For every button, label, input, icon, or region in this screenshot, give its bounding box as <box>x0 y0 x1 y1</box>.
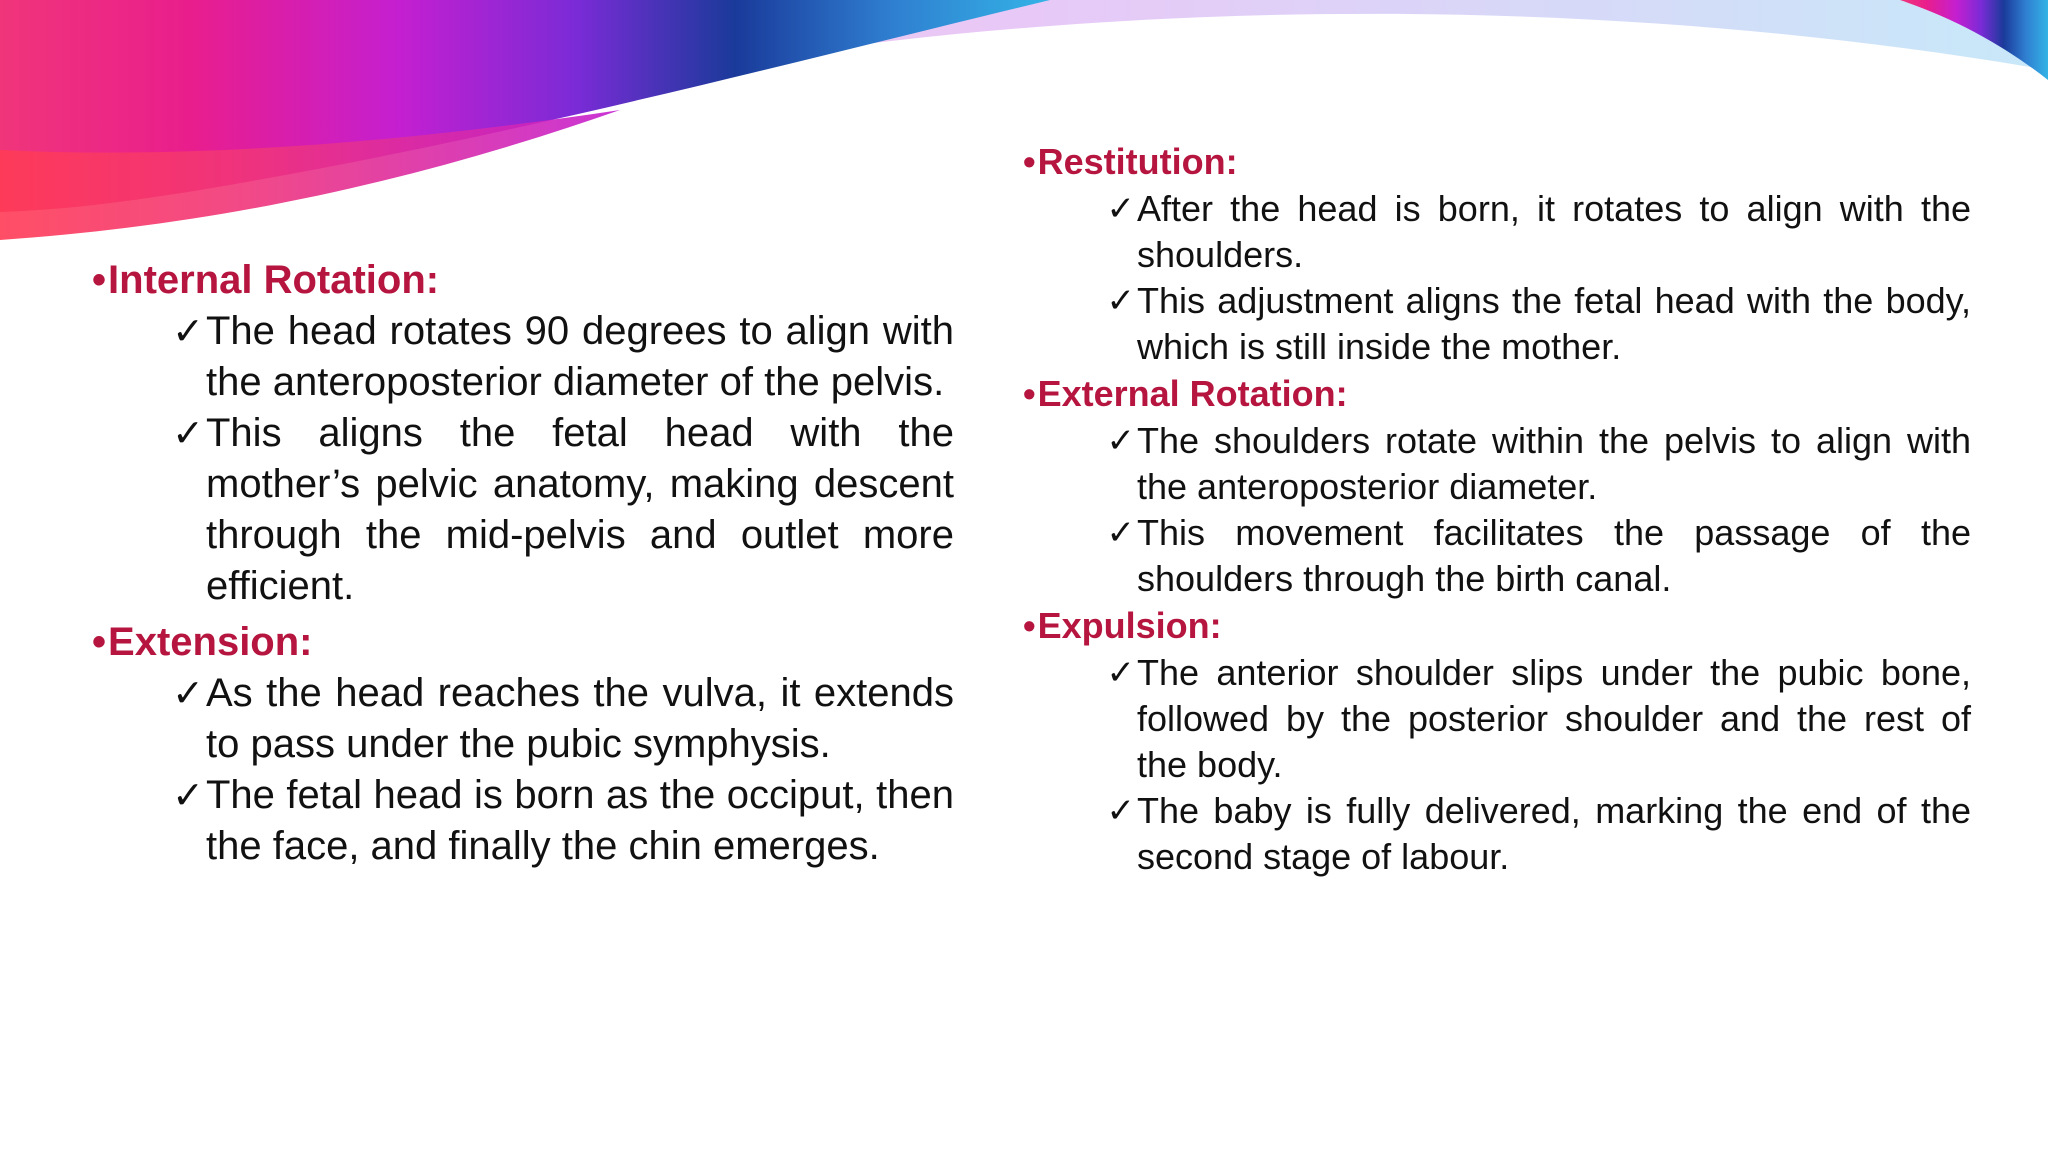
list-item-text: The anterior shoulder slips under the pubic bone, followed by the posterior shoulder and the rest of the body. <box>1137 652 1971 785</box>
section-heading <box>92 618 954 666</box>
list-item-text: The fetal head is born as the occiput, then the face, and finally the chin emerges. <box>206 773 954 868</box>
checklist <box>1023 186 1971 370</box>
bullet-icon: • <box>1023 605 1036 646</box>
section-extension <box>92 618 954 872</box>
section-heading-text: Restitution: <box>1037 141 1238 182</box>
check-icon: ✓ <box>172 411 204 455</box>
check-icon: ✓ <box>1106 791 1135 831</box>
list-item-text: The head rotates 90 degrees to align with the anteroposterior diameter of the pelvis. <box>206 309 954 404</box>
section-heading <box>1023 372 1971 416</box>
list-item <box>1023 510 1971 602</box>
list-item-text: This aligns the fetal head with the mother’s pelvic anatomy, making descent through the mid-pelvis and outlet more efficient. <box>206 411 954 608</box>
section-heading <box>1023 604 1971 648</box>
section-internal-rotation <box>92 256 954 612</box>
list-item-text: This movement facilitates the passage of the shoulders through the birth canal. <box>1137 512 1971 599</box>
section-heading <box>92 256 954 304</box>
bullet-icon: • <box>92 258 107 302</box>
list-item <box>92 306 954 408</box>
check-icon: ✓ <box>1106 281 1135 321</box>
section-external-rotation <box>1023 372 1971 602</box>
section-heading <box>1023 140 1971 184</box>
list-item-text: The baby is fully delivered, marking the end of the second stage of labour. <box>1137 790 1971 877</box>
checklist <box>1023 650 1971 880</box>
list-item-text: After the head is born, it rotates to align with the shoulders. <box>1137 188 1971 275</box>
list-item <box>1023 418 1971 510</box>
checklist <box>92 668 954 872</box>
list-item-text: This adjustment aligns the fetal head with the body, which is still inside the mother. <box>1137 280 1971 367</box>
list-item-text: As the head reaches the vulva, it extends to pass under the pubic symphysis. <box>206 671 954 766</box>
list-item-text: The shoulders rotate within the pelvis to align with the anteroposterior diameter. <box>1137 420 1971 507</box>
check-icon: ✓ <box>1106 653 1135 693</box>
list-item <box>1023 650 1971 788</box>
section-heading-text: Extension: <box>108 620 313 664</box>
section-heading-text: External Rotation: <box>1037 373 1348 414</box>
check-icon: ✓ <box>172 773 204 817</box>
check-icon: ✓ <box>1106 189 1135 229</box>
section-restitution <box>1023 140 1971 370</box>
check-icon: ✓ <box>172 671 204 715</box>
list-item <box>1023 278 1971 370</box>
list-item <box>1023 788 1971 880</box>
section-heading-text: Internal Rotation: <box>108 258 440 302</box>
check-icon: ✓ <box>172 309 204 353</box>
bullet-icon: • <box>1023 373 1036 414</box>
section-heading-text: Expulsion: <box>1037 605 1222 646</box>
bullet-icon: • <box>92 620 107 664</box>
left-column <box>92 250 954 872</box>
list-item <box>92 668 954 770</box>
list-item <box>92 770 954 872</box>
list-item <box>1023 186 1971 278</box>
check-icon: ✓ <box>1106 421 1135 461</box>
list-item <box>92 408 954 612</box>
checklist <box>92 306 954 612</box>
section-expulsion <box>1023 604 1971 880</box>
check-icon: ✓ <box>1106 513 1135 553</box>
bullet-icon: • <box>1023 141 1036 182</box>
right-column <box>1023 138 1971 880</box>
checklist <box>1023 418 1971 602</box>
